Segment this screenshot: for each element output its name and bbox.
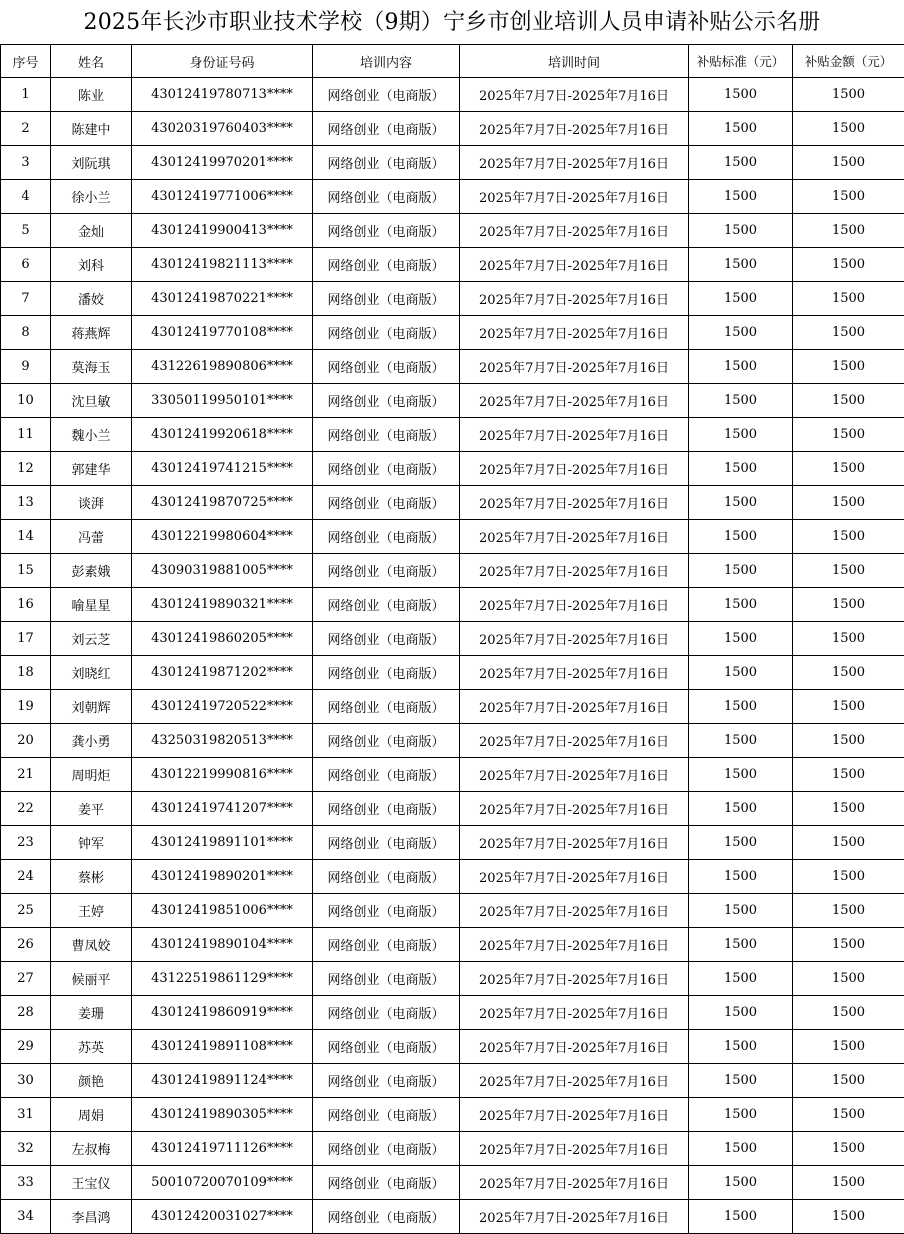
table-row [1,690,904,724]
cell-id-number: 33050119950101**** [132,384,313,418]
cell-subsidy-standard: 1500 [689,316,793,350]
cell-training-period: 2025年7月7日-2025年7月16日 [460,214,689,248]
cell-training-content: 网络创业（电商版） [313,826,460,860]
cell-serial-number: 28 [1,996,51,1030]
cell-serial-number: 8 [1,316,51,350]
cell-training-period: 2025年7月7日-2025年7月16日 [460,690,689,724]
cell-training-content: 网络创业（电商版） [313,1030,460,1064]
cell-serial-number: 3 [1,146,51,180]
table-row [1,248,904,282]
header-training-period: 培训时间 [460,45,689,78]
cell-training-content: 网络创业（电商版） [313,486,460,520]
cell-name: 郭建华 [51,452,132,486]
cell-serial-number: 32 [1,1132,51,1166]
cell-id-number: 43012419891108**** [132,1030,313,1064]
cell-training-period: 2025年7月7日-2025年7月16日 [460,656,689,690]
cell-training-period: 2025年7月7日-2025年7月16日 [460,758,689,792]
cell-subsidy-amount: 1500 [793,962,904,996]
cell-subsidy-amount: 1500 [793,146,904,180]
cell-serial-number: 22 [1,792,51,826]
cell-training-content: 网络创业（电商版） [313,1098,460,1132]
cell-subsidy-standard: 1500 [689,520,793,554]
cell-subsidy-amount: 1500 [793,180,904,214]
cell-serial-number: 25 [1,894,51,928]
cell-name: 周明炬 [51,758,132,792]
cell-training-period: 2025年7月7日-2025年7月16日 [460,1098,689,1132]
cell-serial-number: 20 [1,724,51,758]
cell-name: 冯蕾 [51,520,132,554]
cell-training-period: 2025年7月7日-2025年7月16日 [460,826,689,860]
cell-training-period: 2025年7月7日-2025年7月16日 [460,724,689,758]
cell-serial-number: 27 [1,962,51,996]
table-row [1,1064,904,1098]
table-row [1,418,904,452]
cell-id-number: 43012419890104**** [132,928,313,962]
cell-training-content: 网络创业（电商版） [313,758,460,792]
table-row [1,792,904,826]
cell-id-number: 43012419870725**** [132,486,313,520]
cell-name: 金灿 [51,214,132,248]
table-row [1,520,904,554]
cell-serial-number: 5 [1,214,51,248]
table-row [1,214,904,248]
cell-subsidy-standard: 1500 [689,1132,793,1166]
cell-training-content: 网络创业（电商版） [313,724,460,758]
cell-subsidy-amount: 1500 [793,248,904,282]
table-row [1,384,904,418]
cell-name: 刘朝辉 [51,690,132,724]
cell-subsidy-amount: 1500 [793,826,904,860]
cell-subsidy-standard: 1500 [689,1030,793,1064]
cell-id-number: 43012419920618**** [132,418,313,452]
cell-subsidy-standard: 1500 [689,384,793,418]
cell-training-content: 网络创业（电商版） [313,1064,460,1098]
cell-training-period: 2025年7月7日-2025年7月16日 [460,928,689,962]
table-row [1,316,904,350]
cell-training-content: 网络创业（电商版） [313,792,460,826]
cell-subsidy-standard: 1500 [689,248,793,282]
cell-training-content: 网络创业（电商版） [313,214,460,248]
cell-training-period: 2025年7月7日-2025年7月16日 [460,78,689,112]
header-id-number: 身份证号码 [132,45,313,78]
cell-serial-number: 15 [1,554,51,588]
cell-serial-number: 18 [1,656,51,690]
table-row [1,1166,904,1200]
cell-subsidy-standard: 1500 [689,724,793,758]
cell-subsidy-amount: 1500 [793,894,904,928]
cell-training-content: 网络创业（电商版） [313,452,460,486]
cell-id-number: 43250319820513**** [132,724,313,758]
header-name: 姓名 [51,45,132,78]
cell-serial-number: 30 [1,1064,51,1098]
cell-training-content: 网络创业（电商版） [313,656,460,690]
table-row [1,554,904,588]
cell-subsidy-amount: 1500 [793,656,904,690]
cell-name: 谈湃 [51,486,132,520]
cell-id-number: 43012419871202**** [132,656,313,690]
cell-id-number: 43012419891101**** [132,826,313,860]
cell-serial-number: 29 [1,1030,51,1064]
cell-training-period: 2025年7月7日-2025年7月16日 [460,1132,689,1166]
cell-subsidy-amount: 1500 [793,724,904,758]
cell-training-period: 2025年7月7日-2025年7月16日 [460,894,689,928]
table-row [1,1200,904,1234]
cell-training-content: 网络创业（电商版） [313,894,460,928]
cell-training-content: 网络创业（电商版） [313,1132,460,1166]
cell-name: 姜珊 [51,996,132,1030]
cell-serial-number: 14 [1,520,51,554]
table-row [1,656,904,690]
cell-subsidy-amount: 1500 [793,350,904,384]
cell-subsidy-standard: 1500 [689,112,793,146]
cell-subsidy-amount: 1500 [793,792,904,826]
cell-id-number: 43012419741207**** [132,792,313,826]
cell-training-period: 2025年7月7日-2025年7月16日 [460,180,689,214]
cell-subsidy-amount: 1500 [793,1166,904,1200]
cell-training-period: 2025年7月7日-2025年7月16日 [460,996,689,1030]
cell-id-number: 43012419890305**** [132,1098,313,1132]
cell-subsidy-standard: 1500 [689,1166,793,1200]
cell-serial-number: 24 [1,860,51,894]
cell-serial-number: 4 [1,180,51,214]
table-row [1,486,904,520]
cell-serial-number: 7 [1,282,51,316]
cell-name: 李昌鸿 [51,1200,132,1234]
cell-serial-number: 13 [1,486,51,520]
cell-id-number: 43012419771006**** [132,180,313,214]
cell-training-content: 网络创业（电商版） [313,418,460,452]
cell-subsidy-standard: 1500 [689,214,793,248]
cell-id-number: 43012419860919**** [132,996,313,1030]
cell-name: 周娟 [51,1098,132,1132]
cell-subsidy-amount: 1500 [793,384,904,418]
cell-training-period: 2025年7月7日-2025年7月16日 [460,1030,689,1064]
cell-subsidy-standard: 1500 [689,588,793,622]
cell-subsidy-amount: 1500 [793,1064,904,1098]
cell-subsidy-standard: 1500 [689,282,793,316]
cell-subsidy-amount: 1500 [793,996,904,1030]
cell-subsidy-amount: 1500 [793,486,904,520]
cell-name: 喻星星 [51,588,132,622]
cell-name: 刘科 [51,248,132,282]
cell-subsidy-standard: 1500 [689,418,793,452]
cell-training-content: 网络创业（电商版） [313,248,460,282]
cell-id-number: 43012419891124**** [132,1064,313,1098]
cell-training-period: 2025年7月7日-2025年7月16日 [460,316,689,350]
cell-name: 潘姣 [51,282,132,316]
cell-serial-number: 33 [1,1166,51,1200]
cell-training-period: 2025年7月7日-2025年7月16日 [460,350,689,384]
cell-training-content: 网络创业（电商版） [313,622,460,656]
cell-name: 陈业 [51,78,132,112]
cell-subsidy-standard: 1500 [689,962,793,996]
cell-subsidy-standard: 1500 [689,350,793,384]
cell-name: 龚小勇 [51,724,132,758]
cell-training-period: 2025年7月7日-2025年7月16日 [460,248,689,282]
cell-subsidy-standard: 1500 [689,146,793,180]
cell-subsidy-amount: 1500 [793,928,904,962]
cell-training-content: 网络创业（电商版） [313,928,460,962]
cell-serial-number: 10 [1,384,51,418]
table-row [1,282,904,316]
cell-subsidy-standard: 1500 [689,78,793,112]
cell-serial-number: 17 [1,622,51,656]
page-title: 2025年长沙市职业技术学校（9期）宁乡市创业培训人员申请补贴公示名册 [83,10,821,35]
cell-subsidy-amount: 1500 [793,282,904,316]
table-row [1,180,904,214]
cell-subsidy-amount: 1500 [793,1030,904,1064]
cell-serial-number: 9 [1,350,51,384]
table-row [1,860,904,894]
table-row [1,588,904,622]
table-row [1,894,904,928]
cell-subsidy-standard: 1500 [689,622,793,656]
cell-id-number: 50010720070109**** [132,1166,313,1200]
cell-training-period: 2025年7月7日-2025年7月16日 [460,588,689,622]
cell-training-content: 网络创业（电商版） [313,112,460,146]
cell-id-number: 43012419970201**** [132,146,313,180]
cell-name: 彭素娥 [51,554,132,588]
cell-subsidy-amount: 1500 [793,214,904,248]
cell-id-number: 43122619890806**** [132,350,313,384]
cell-subsidy-amount: 1500 [793,860,904,894]
cell-id-number: 43090319881005**** [132,554,313,588]
cell-subsidy-amount: 1500 [793,1200,904,1234]
cell-id-number: 43012419821113**** [132,248,313,282]
cell-subsidy-standard: 1500 [689,1064,793,1098]
cell-training-period: 2025年7月7日-2025年7月16日 [460,452,689,486]
cell-serial-number: 1 [1,78,51,112]
cell-id-number: 43012419770108**** [132,316,313,350]
cell-name: 沈旦敏 [51,384,132,418]
cell-training-content: 网络创业（电商版） [313,316,460,350]
cell-id-number: 43012420031027**** [132,1200,313,1234]
cell-subsidy-standard: 1500 [689,894,793,928]
table-row [1,452,904,486]
cell-subsidy-amount: 1500 [793,622,904,656]
cell-training-content: 网络创业（电商版） [313,996,460,1030]
cell-name: 莫海玉 [51,350,132,384]
cell-training-period: 2025年7月7日-2025年7月16日 [460,520,689,554]
table-row [1,1132,904,1166]
cell-training-content: 网络创业（电商版） [313,146,460,180]
cell-training-period: 2025年7月7日-2025年7月16日 [460,792,689,826]
table-row [1,622,904,656]
table-row [1,758,904,792]
table-row [1,724,904,758]
cell-subsidy-standard: 1500 [689,554,793,588]
header-serial-number: 序号 [1,45,51,78]
cell-training-period: 2025年7月7日-2025年7月16日 [460,1200,689,1234]
header-training-content: 培训内容 [313,45,460,78]
table-row [1,146,904,180]
cell-subsidy-amount: 1500 [793,1098,904,1132]
cell-subsidy-amount: 1500 [793,452,904,486]
cell-serial-number: 6 [1,248,51,282]
cell-training-period: 2025年7月7日-2025年7月16日 [460,554,689,588]
header-subsidy-standard: 补贴标准（元） [689,45,793,78]
cell-serial-number: 19 [1,690,51,724]
cell-training-content: 网络创业（电商版） [313,554,460,588]
cell-serial-number: 11 [1,418,51,452]
cell-training-period: 2025年7月7日-2025年7月16日 [460,622,689,656]
cell-id-number: 43012219990816**** [132,758,313,792]
cell-name: 姜平 [51,792,132,826]
cell-serial-number: 21 [1,758,51,792]
table-row [1,996,904,1030]
cell-id-number: 43012419870221**** [132,282,313,316]
cell-training-period: 2025年7月7日-2025年7月16日 [460,486,689,520]
cell-id-number: 43020319760403**** [132,112,313,146]
cell-subsidy-standard: 1500 [689,826,793,860]
cell-training-content: 网络创业（电商版） [313,1166,460,1200]
cell-training-content: 网络创业（电商版） [313,1200,460,1234]
cell-subsidy-standard: 1500 [689,1200,793,1234]
cell-subsidy-amount: 1500 [793,554,904,588]
cell-name: 刘阮琪 [51,146,132,180]
cell-serial-number: 16 [1,588,51,622]
cell-name: 徐小兰 [51,180,132,214]
cell-training-period: 2025年7月7日-2025年7月16日 [460,1064,689,1098]
cell-name: 候丽平 [51,962,132,996]
cell-training-content: 网络创业（电商版） [313,860,460,894]
cell-serial-number: 23 [1,826,51,860]
cell-subsidy-standard: 1500 [689,180,793,214]
cell-name: 左叔梅 [51,1132,132,1166]
cell-subsidy-standard: 1500 [689,792,793,826]
cell-subsidy-amount: 1500 [793,588,904,622]
cell-training-content: 网络创业（电商版） [313,962,460,996]
cell-training-content: 网络创业（电商版） [313,384,460,418]
subsidy-roster-table [0,44,904,1234]
cell-subsidy-amount: 1500 [793,690,904,724]
cell-training-period: 2025年7月7日-2025年7月16日 [460,962,689,996]
cell-subsidy-amount: 1500 [793,112,904,146]
cell-id-number: 43012419711126**** [132,1132,313,1166]
cell-serial-number: 2 [1,112,51,146]
cell-subsidy-standard: 1500 [689,486,793,520]
table-row [1,962,904,996]
cell-training-content: 网络创业（电商版） [313,282,460,316]
cell-name: 曹凤姣 [51,928,132,962]
cell-training-period: 2025年7月7日-2025年7月16日 [460,860,689,894]
table-row [1,928,904,962]
cell-id-number: 43012419890201**** [132,860,313,894]
cell-subsidy-amount: 1500 [793,520,904,554]
table-header-row [1,45,904,78]
cell-subsidy-standard: 1500 [689,1098,793,1132]
cell-subsidy-amount: 1500 [793,418,904,452]
table-body [1,78,904,1234]
cell-name: 魏小兰 [51,418,132,452]
cell-subsidy-standard: 1500 [689,928,793,962]
table-row [1,78,904,112]
cell-id-number: 43012419851006**** [132,894,313,928]
cell-serial-number: 34 [1,1200,51,1234]
cell-training-content: 网络创业（电商版） [313,350,460,384]
cell-training-content: 网络创业（电商版） [313,520,460,554]
cell-training-content: 网络创业（电商版） [313,78,460,112]
cell-training-period: 2025年7月7日-2025年7月16日 [460,384,689,418]
cell-id-number: 43012419860205**** [132,622,313,656]
header-subsidy-amount: 补贴金额（元） [793,45,904,78]
cell-training-period: 2025年7月7日-2025年7月16日 [460,1166,689,1200]
cell-training-period: 2025年7月7日-2025年7月16日 [460,112,689,146]
cell-id-number: 43122519861129**** [132,962,313,996]
cell-name: 颜艳 [51,1064,132,1098]
cell-subsidy-standard: 1500 [689,690,793,724]
table-row [1,112,904,146]
table-row [1,826,904,860]
cell-subsidy-amount: 1500 [793,316,904,350]
cell-subsidy-standard: 1500 [689,996,793,1030]
cell-training-content: 网络创业（电商版） [313,180,460,214]
cell-name: 钟军 [51,826,132,860]
cell-name: 蔡彬 [51,860,132,894]
cell-training-period: 2025年7月7日-2025年7月16日 [460,282,689,316]
cell-serial-number: 31 [1,1098,51,1132]
cell-id-number: 43012419900413**** [132,214,313,248]
cell-subsidy-amount: 1500 [793,78,904,112]
cell-name: 苏英 [51,1030,132,1064]
table-row [1,1030,904,1064]
cell-name: 王宝仪 [51,1166,132,1200]
cell-name: 刘晓红 [51,656,132,690]
cell-id-number: 43012419780713**** [132,78,313,112]
cell-subsidy-standard: 1500 [689,860,793,894]
cell-name: 蒋燕辉 [51,316,132,350]
cell-training-content: 网络创业（电商版） [313,690,460,724]
cell-training-period: 2025年7月7日-2025年7月16日 [460,418,689,452]
cell-name: 陈建中 [51,112,132,146]
cell-name: 刘云芝 [51,622,132,656]
cell-id-number: 43012419890321**** [132,588,313,622]
cell-id-number: 43012219980604**** [132,520,313,554]
cell-subsidy-amount: 1500 [793,758,904,792]
cell-id-number: 43012419741215**** [132,452,313,486]
table-row [1,1098,904,1132]
cell-training-period: 2025年7月7日-2025年7月16日 [460,146,689,180]
cell-subsidy-standard: 1500 [689,758,793,792]
cell-subsidy-amount: 1500 [793,1132,904,1166]
cell-id-number: 43012419720522**** [132,690,313,724]
table-row [1,350,904,384]
cell-name: 王婷 [51,894,132,928]
cell-training-content: 网络创业（电商版） [313,588,460,622]
cell-subsidy-standard: 1500 [689,452,793,486]
cell-serial-number: 12 [1,452,51,486]
cell-subsidy-standard: 1500 [689,656,793,690]
cell-serial-number: 26 [1,928,51,962]
